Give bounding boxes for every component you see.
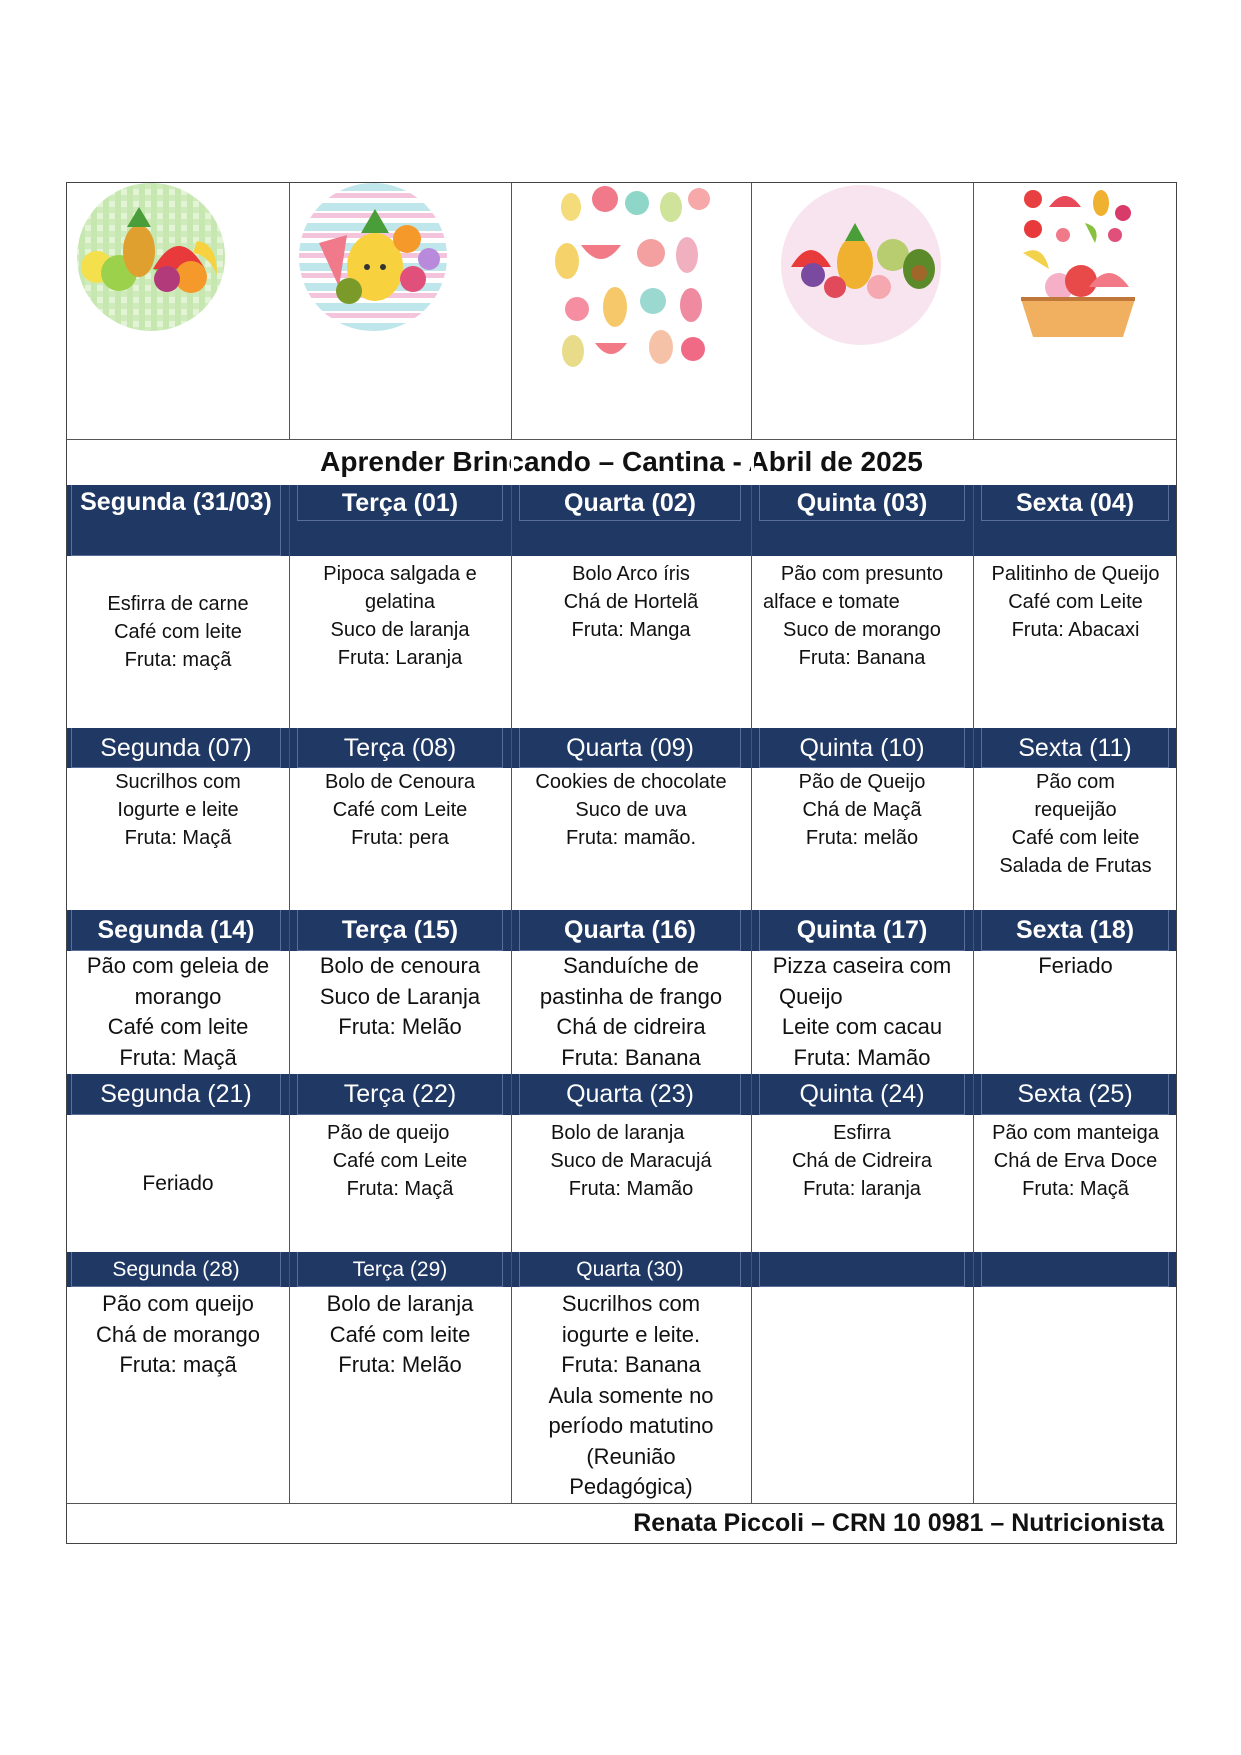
menu-item: Sucrilhos com xyxy=(115,771,241,793)
menu-item: Café com Leite xyxy=(332,799,468,821)
menu-item: Pipoca salgada e xyxy=(323,563,477,585)
menu-cell xyxy=(751,1115,973,1252)
grid-line xyxy=(67,1503,1176,1504)
day-header: Quarta (16) xyxy=(519,910,741,951)
day-header: Terça (22) xyxy=(297,1074,503,1115)
day-header: Terça (08) xyxy=(297,728,503,768)
menu-item: Suco de uva xyxy=(575,799,687,821)
menu-item: Chá de Erva Doce xyxy=(993,1150,1158,1172)
day-header: Sexta (04) xyxy=(981,485,1169,521)
menu-item: Fruta: Laranja xyxy=(337,647,463,669)
menu-item: Pão com xyxy=(1036,771,1115,793)
day-header: Quarta (23) xyxy=(519,1074,741,1115)
menu-cell xyxy=(973,556,1178,728)
menu-item: Sanduíche de xyxy=(563,953,699,978)
day-header: Sexta (25) xyxy=(981,1074,1169,1115)
menu-cell xyxy=(751,556,973,728)
menu-item: Palitinho de Queijo xyxy=(991,563,1160,585)
menu-item: Café com leite xyxy=(114,621,242,643)
menu-item: requeijão xyxy=(1034,799,1117,821)
fruit-pattern-icon xyxy=(511,183,751,439)
day-header: Segunda (31/03) xyxy=(71,485,281,556)
menu-item: Suco de morango xyxy=(783,619,941,641)
grid-gap xyxy=(289,439,292,485)
menu-item: Fruta: Melão xyxy=(338,1014,462,1039)
menu-cell xyxy=(289,768,511,910)
grid-gap xyxy=(511,439,514,485)
day-header: Quinta (03) xyxy=(759,485,965,521)
menu-item: Fruta: Banana xyxy=(561,1352,701,1377)
menu-item: Fruta: mamão. xyxy=(565,827,697,849)
menu-item: Café com leite xyxy=(329,1321,471,1347)
menu-item: Café com leite xyxy=(107,1014,249,1039)
menu-cell xyxy=(511,1115,751,1252)
day-header: Terça (15) xyxy=(297,910,503,951)
menu-cell xyxy=(751,951,973,1074)
page-title: Aprender Brincando – Cantina - Abril de 2025 xyxy=(320,446,923,477)
grid-gap xyxy=(973,439,976,485)
day-header: Quarta (30) xyxy=(519,1252,741,1287)
menu-item: Pizza caseira com xyxy=(772,953,952,978)
menu-item: Fruta: Maçã xyxy=(124,827,232,849)
menu-item: Bolo de laranja xyxy=(551,1122,685,1144)
menu-item: Fruta: Banana xyxy=(798,647,926,669)
day-header: Terça (29) xyxy=(297,1252,503,1287)
day-header xyxy=(981,1252,1169,1287)
menu-item: Fruta: maçã xyxy=(124,649,232,671)
menu-cell xyxy=(973,1115,1178,1252)
grid-line xyxy=(67,439,1176,440)
menu-item: Suco de Laranja xyxy=(319,983,481,1009)
menu-item: Café com leite xyxy=(1011,827,1140,849)
menu-item: Feriado xyxy=(1038,953,1113,978)
menu-cell xyxy=(511,1287,751,1503)
day-header: Quinta (17) xyxy=(759,910,965,951)
menu-item: Feriado xyxy=(142,1172,214,1195)
menu-cell xyxy=(751,768,973,910)
illustration-cell-5 xyxy=(973,183,1178,439)
grid-gap xyxy=(751,439,754,485)
menu-cell xyxy=(67,556,289,728)
menu-item: alface e tomate xyxy=(763,591,900,613)
menu-item: Pão com presunto xyxy=(780,563,944,585)
menu-cell xyxy=(67,1287,289,1503)
menu-item: Bolo de Cenoura xyxy=(324,771,476,793)
menu-cell xyxy=(67,1115,289,1252)
day-header: Segunda (21) xyxy=(71,1074,281,1115)
menu-item: gelatina xyxy=(364,591,436,613)
illustration-cell-1 xyxy=(67,183,289,439)
menu-cell xyxy=(289,556,511,728)
menu-cell xyxy=(511,768,751,910)
illustration-cell-2 xyxy=(289,183,511,439)
menu-item: Fruta: Manga xyxy=(571,619,691,641)
menu-item: Pedagógica) xyxy=(569,1474,693,1499)
day-header: Segunda (07) xyxy=(71,728,281,768)
menu-item: Esfirra de carne xyxy=(107,593,249,615)
day-header: Quarta (09) xyxy=(519,728,741,768)
menu-item: (Reunião xyxy=(586,1443,676,1469)
menu-item: Iogurte e leite xyxy=(117,799,239,821)
menu-item: Pão com manteiga xyxy=(992,1122,1159,1144)
menu-item: Fruta: maçã xyxy=(119,1352,237,1377)
menu-item: Bolo de cenoura xyxy=(319,953,481,978)
menu-item: Esfirra xyxy=(833,1122,891,1144)
day-header: Quinta (10) xyxy=(759,728,965,768)
menu-item: pastinha de frango xyxy=(539,983,723,1009)
menu-item: Pão de queijo xyxy=(327,1122,450,1144)
illustration-cell-4 xyxy=(751,183,973,439)
menu-item: período matutino xyxy=(548,1413,714,1438)
grid-line xyxy=(973,183,974,1503)
menu-item: Fruta: Mamão xyxy=(793,1044,931,1070)
menu-item: morango xyxy=(134,983,222,1009)
menu-table xyxy=(66,182,1177,1544)
menu-item: Fruta: Maçã xyxy=(1022,1178,1129,1200)
menu-item: Fruta: Abacaxi xyxy=(1011,619,1140,641)
menu-item: Pão com geleia de xyxy=(86,953,270,978)
menu-cell xyxy=(511,951,751,1074)
nutritionist-credit: Renata Piccoli – CRN 10 0981 – Nutricionista xyxy=(633,1509,1164,1537)
menu-cell xyxy=(289,951,511,1074)
day-header: Segunda (14) xyxy=(71,910,281,951)
menu-item: Chá de cidreira xyxy=(556,1014,706,1039)
grid-line xyxy=(511,183,512,1503)
menu-cell-empty xyxy=(751,1287,973,1503)
grid-line xyxy=(751,183,752,1503)
fruit-basket-icon xyxy=(973,183,1178,439)
menu-item: Café com Leite xyxy=(332,1150,468,1172)
menu-item: Fruta: laranja xyxy=(803,1178,921,1200)
menu-item: Fruta: Maçã xyxy=(119,1044,237,1070)
menu-cell xyxy=(511,556,751,728)
fruit-circle-gingham-icon xyxy=(67,183,289,439)
menu-cell xyxy=(67,768,289,910)
menu-cell xyxy=(289,1287,511,1503)
day-header: Terça (01) xyxy=(297,485,503,521)
menu-item: Pão com queijo xyxy=(102,1291,254,1316)
menu-cell xyxy=(973,768,1178,910)
menu-item: Fruta: Melão xyxy=(338,1352,462,1377)
menu-item: Queijo xyxy=(779,983,843,1009)
menu-item: Bolo Arco íris xyxy=(572,563,690,585)
day-header: Sexta (11) xyxy=(981,728,1169,768)
menu-item: Salada de Frutas xyxy=(999,855,1152,877)
menu-cell xyxy=(973,951,1178,1074)
day-header: Sexta (18) xyxy=(981,910,1169,951)
grid-line xyxy=(289,183,290,1503)
fruit-circle-pink-icon xyxy=(751,183,973,439)
menu-item: Leite com cacau xyxy=(781,1014,943,1039)
menu-item: iogurte e leite. xyxy=(561,1321,701,1347)
day-header: Segunda (28) xyxy=(71,1252,281,1287)
menu-item: Fruta: Banana xyxy=(561,1044,701,1070)
menu-item: Chá de morango xyxy=(96,1321,260,1347)
menu-item: Bolo de laranja xyxy=(326,1291,474,1316)
day-header: Quarta (02) xyxy=(519,485,741,521)
menu-item: Pão de Queijo xyxy=(798,771,926,793)
menu-item: Cookies de chocolate xyxy=(535,771,727,793)
illustration-cell-3 xyxy=(511,183,751,439)
menu-item: Chá de Cidreira xyxy=(791,1150,933,1172)
fruit-circle-stripes-icon xyxy=(289,183,511,439)
menu-item: Suco de laranja xyxy=(330,619,470,641)
menu-item: Sucrilhos com xyxy=(561,1291,701,1316)
menu-item: Suco de Maracujá xyxy=(550,1150,712,1172)
menu-cell xyxy=(289,1115,511,1252)
menu-item: Fruta: Maçã xyxy=(346,1178,454,1200)
menu-item: Chá de Maçã xyxy=(802,799,922,821)
menu-item: Fruta: pera xyxy=(351,827,449,849)
menu-item: Aula somente no xyxy=(548,1382,714,1408)
menu-cell-empty xyxy=(973,1287,1178,1503)
menu-item: Fruta: Mamão xyxy=(568,1178,694,1200)
menu-cell xyxy=(67,951,289,1074)
day-header xyxy=(759,1252,965,1287)
menu-item: Chá de Hortelã xyxy=(563,591,699,613)
menu-item: Fruta: melão xyxy=(805,827,919,849)
menu-item: Café com Leite xyxy=(1008,591,1143,613)
day-header: Quinta (24) xyxy=(759,1074,965,1115)
